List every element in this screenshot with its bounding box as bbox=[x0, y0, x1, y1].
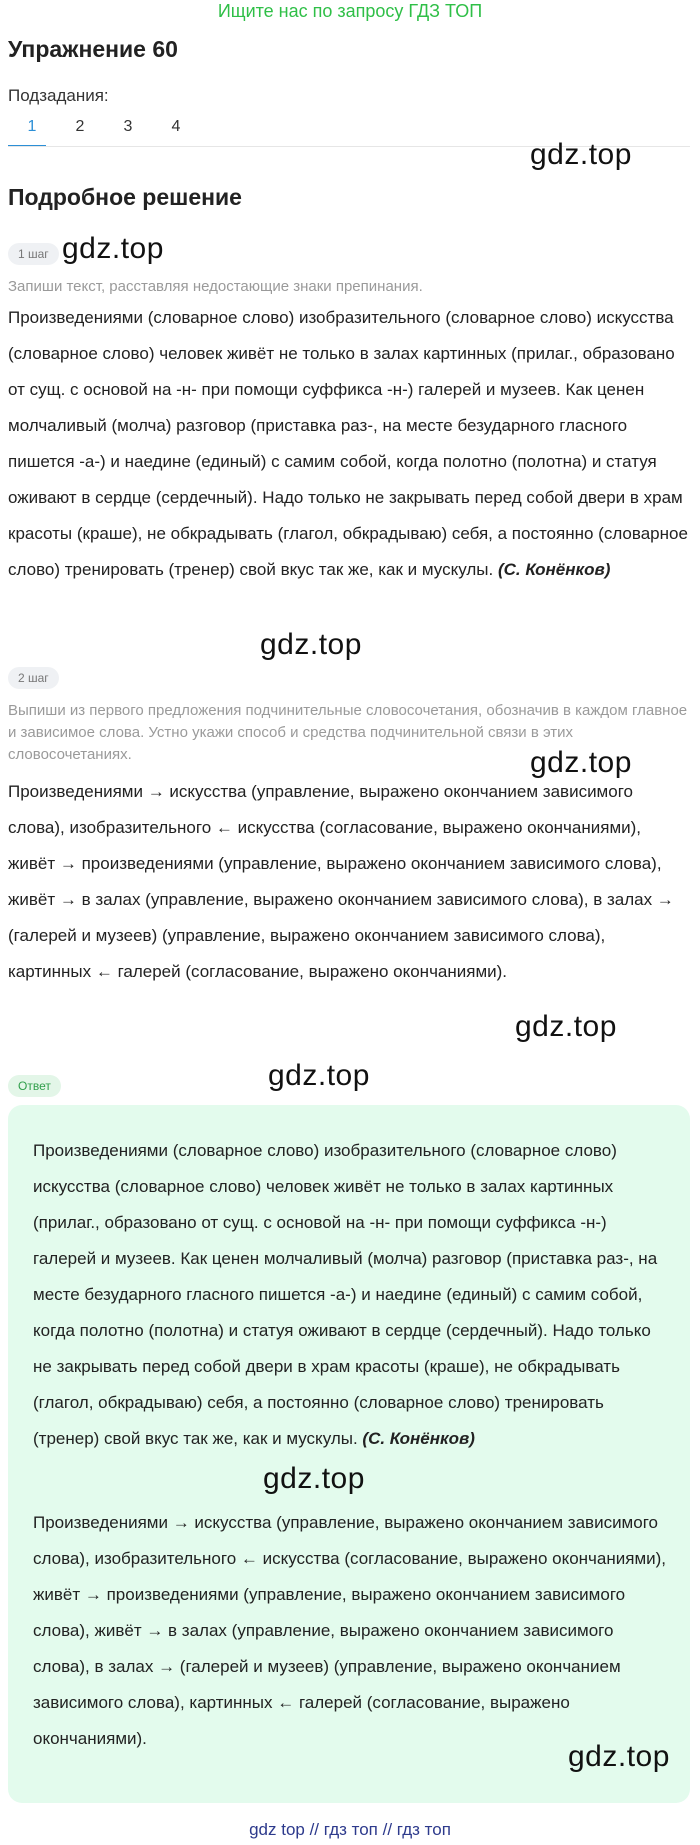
step-2-text: Произведениями → искусства (управление, выражено окончанием зависимого слова), изобразительного ← искусства (согласование, выражено окончаниями), живёт → произведениями (управление, выражено окончанием зависимого слова), живёт → в залах (управление, выражено окончанием зависимого слова), в залах → (галерей и музеев) (управление, выражено окончанием зависимого слова), картинных ← галерей (согласование, выражено окончаниями). bbox=[8, 782, 674, 981]
step-1-body: Произведениями (словарное слово) изобразительного (словарное слово) искусства (словарное слово) человек живёт не только в залах картинных (прилаг., образовано от сущ. с основой на -н- при помощи суффикса -н-) галерей и музеев. Как ценен молчаливый (молча) разговор (приставка раз-, на месте безударного гласного пишется -а-) и наедине (единый) с самим собой, когда полотно (полотна) и статуя оживают в сердце (сердечный). Надо только не закрывать перед собой двери в храм красоты (краше), не обкрадывать (глагол, обкрадываю) себя, а постоянно (словарное слово) тренировать (тренер) свой вкус так же, как и мускулы. bbox=[8, 308, 688, 579]
tab-4[interactable]: 4 bbox=[171, 118, 181, 135]
answer-author: (С. Конёнков) bbox=[362, 1429, 475, 1448]
watermark: gdz.top bbox=[260, 628, 362, 661]
section-title: Подробное решение bbox=[8, 184, 242, 210]
subtask-tabs bbox=[8, 114, 200, 146]
answer-box bbox=[8, 1105, 690, 1803]
answer-badge: Ответ bbox=[8, 1075, 61, 1097]
answer-body-1: Произведениями (словарное слово) изобразительного (словарное слово) искусства (словарное слово) человек живёт не только в залах картинных (прилаг., образовано от сущ. с основой на -н- при помощи суффикса -н-) галерей и музеев. Как ценен молчаливый (молча) разговор (приставка раз-, на месте безударного гласного пишется -а-) и наедине (единый) с самим собой, когда полотно (полотна) и статуя оживают в сердце (сердечный). Надо только не закрывать перед собой двери в храм красоты (краше), не обкрадывать (глагол, обкрадываю) себя, а постоянно (словарное слово) тренировать (тренер) свой вкус так же, как и мускулы. bbox=[33, 1141, 658, 1448]
watermark: gdz.top bbox=[530, 138, 632, 171]
answer-text-2: Произведениями → искусства (управление, выражено окончанием зависимого слова), изобразительного ← искусства (согласование, выражено окончаниями), живёт → произведениями (управление, выражено окончанием зависимого слова), живёт → в залах (управление, выражено окончанием зависимого слова), в залах → (галерей и музеев) (управление, выражено окончанием зависимого слова), картинных ← галерей (согласование, выражено окончаниями). bbox=[33, 1513, 667, 1748]
watermark: gdz.top bbox=[62, 232, 164, 265]
watermark: gdz.top bbox=[515, 1010, 617, 1043]
footer-links[interactable]: gdz top // гдз топ // гдз топ bbox=[249, 1820, 451, 1839]
page-title: Упражнение 60 bbox=[8, 36, 178, 62]
step-1-text bbox=[8, 300, 690, 588]
tab-2[interactable]: 2 bbox=[75, 118, 85, 135]
tab-3[interactable]: 3 bbox=[123, 118, 133, 135]
tab-1[interactable]: 1 bbox=[27, 118, 37, 135]
step-2-badge: 2 шаг bbox=[8, 667, 59, 689]
step-2-hint: Выпиши из первого предложения подчинительные словосочетания, обозначив в каждом главное и зависимое слова. Устно укажи способ и средства подчинительной связи в этих словосочетаниях. bbox=[8, 702, 688, 763]
watermark: gdz.top bbox=[268, 1059, 370, 1092]
step-1-badge: 1 шаг bbox=[8, 243, 59, 265]
watermark: gdz.top bbox=[568, 1740, 670, 1773]
answer-text-1 bbox=[33, 1133, 673, 1457]
promo-banner[interactable]: Ищите нас по запросу ГДЗ ТОП bbox=[217, 1, 483, 21]
watermark: gdz.top bbox=[530, 746, 632, 779]
watermark: gdz.top bbox=[263, 1462, 365, 1495]
step-1-author: (С. Конёнков) bbox=[497, 560, 611, 579]
subtasks-label: Подзадания: bbox=[8, 86, 109, 105]
step-1-hint: Запиши текст, расставляя недостающие знаки препинания. bbox=[8, 278, 423, 295]
